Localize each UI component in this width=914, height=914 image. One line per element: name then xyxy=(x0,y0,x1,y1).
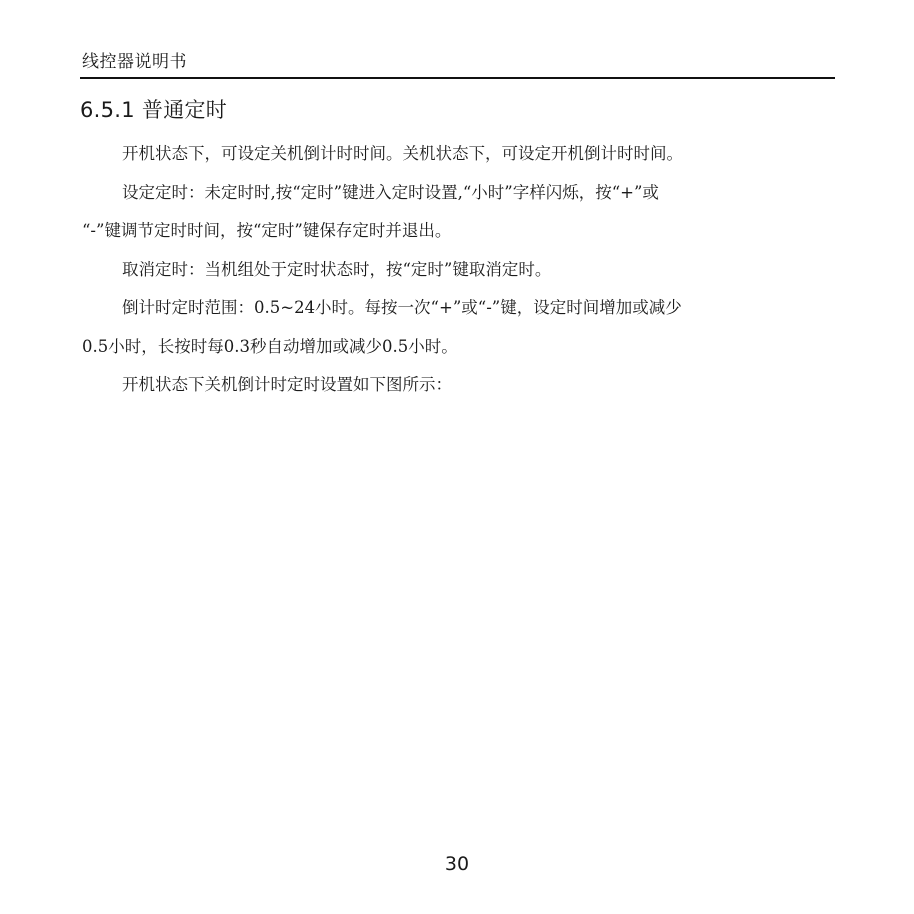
text-line: 设定定时：未定时时,按“定时”键进入定时设置,“小时”字样闪烁，按“+”或 xyxy=(122,182,659,202)
running-header-title: 线控器说明书 xyxy=(82,52,187,72)
paragraph-set-timer xyxy=(82,174,832,251)
text-line: 开机状态下，可设定关机倒计时时间。关机状态下，可设定开机倒计时时间。 xyxy=(122,144,683,163)
text-line: 倒计时定时范围：0.5~24小时。每按一次“+”或“-”键，设定时间增加或减少 xyxy=(122,298,682,317)
section-heading: 6.5.1 普通定时 xyxy=(80,98,228,122)
paragraph-figure-intro xyxy=(82,366,832,405)
paragraph-timer-modes xyxy=(82,135,832,174)
text-line: 0.5小时，长按时每0.3秒自动增加或减少0.5小时。 xyxy=(82,336,458,356)
text-line: 取消定时：当机组处于定时状态时，按“定时”键取消定时。 xyxy=(122,259,552,279)
text-line: “-”键调节定时时间，按“定时”键保存定时并退出。 xyxy=(82,221,452,240)
body-text xyxy=(82,135,832,405)
text-line: 开机状态下关机倒计时定时设置如下图所示： xyxy=(122,375,452,394)
header-divider xyxy=(80,77,835,79)
paragraph-cancel-timer xyxy=(82,251,832,290)
paragraph-timer-range xyxy=(82,289,832,366)
page-number: 30 xyxy=(444,853,470,875)
